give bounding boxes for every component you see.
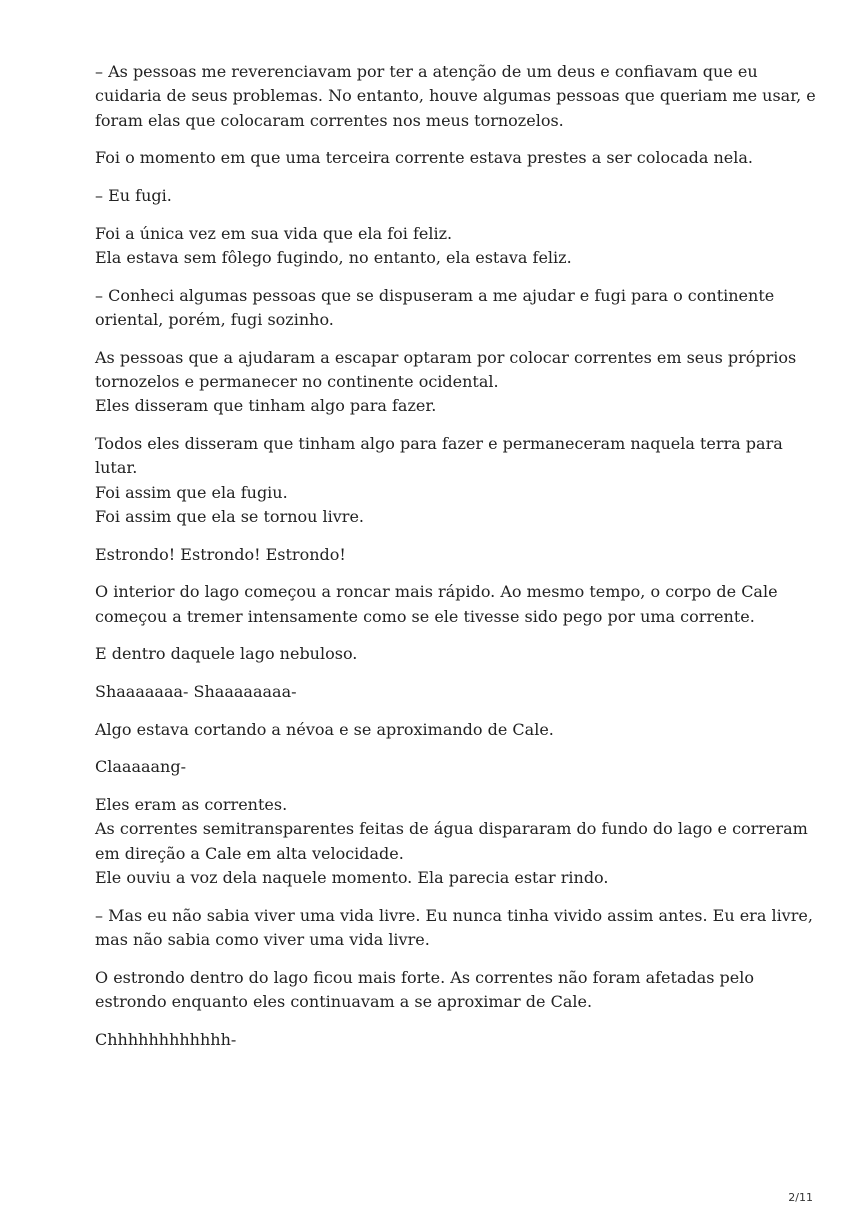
- paragraph: [95, 718, 785, 742]
- paragraph: [95, 904, 813, 953]
- text-line: começou a tremer intensamente como se ele tivesse sido pego por uma corrente.: [95, 606, 755, 626]
- text-line: foram elas que colocaram correntes nos meus tornozelos.: [95, 110, 564, 130]
- paragraph: [95, 222, 785, 271]
- text-line: Foi o momento em que uma terceira corrente estava prestes a ser colocada nela.: [95, 148, 753, 168]
- paragraph: [95, 755, 785, 779]
- paragraph: [95, 642, 785, 666]
- text-line: mas não sabia como viver uma vida livre.: [95, 930, 430, 949]
- text-line: O estrondo dentro do lago ficou mais forte. As correntes não foram afetadas pelo: [95, 967, 755, 987]
- paragraph: [95, 184, 785, 208]
- paragraph: [95, 432, 785, 530]
- text-line: E dentro daquele lago nebuloso.: [95, 644, 358, 664]
- text-line: Foi assim que ela fugiu.: [95, 482, 288, 502]
- paragraph: [95, 580, 785, 629]
- text-line: As pessoas que a ajudaram a escapar optaram por colocar correntes em seus próprios: [95, 347, 797, 367]
- text-line: – As pessoas me reverenciavam por ter a atenção de um deus e confiavam que eu: [95, 62, 758, 81]
- paragraph: [95, 543, 785, 567]
- text-line: As correntes semitransparentes feitas de água dispararam do fundo do lago e correram: [95, 819, 808, 839]
- paragraph: [95, 60, 816, 133]
- page-body: [95, 60, 816, 1065]
- text-line: oriental, porém, fugi sozinho.: [95, 310, 334, 329]
- paragraph: [95, 680, 785, 704]
- text-line: – Conheci algumas pessoas que se dispuseram a me ajudar e fugi para o continente: [95, 285, 775, 305]
- text-line: Eles disseram que tinham algo para fazer.: [95, 396, 437, 416]
- paragraph: [95, 346, 797, 419]
- text-line: Ele ouviu a voz dela naquele momento. Ela parecia estar rindo.: [95, 868, 609, 887]
- text-line: estrondo enquanto eles continuavam a se aproximar de Cale.: [95, 992, 593, 1011]
- text-line: Shaaaaaaa- Shaaaaaaaa-: [95, 682, 297, 701]
- paragraph: [95, 146, 785, 170]
- text-line: Todos eles disseram que tinham algo para fazer e permaneceram naquela terra para: [95, 434, 783, 453]
- text-line: cuidaria de seus problemas. No entanto, houve algumas pessoas que queriam me usar, e: [95, 86, 816, 106]
- text-line: Chhhhhhhhhhhh-: [95, 1029, 237, 1049]
- text-line: em direção a Cale em alta velocidade.: [95, 843, 404, 863]
- text-line: Estrondo! Estrondo! Estrondo!: [95, 544, 346, 564]
- text-line: lutar.: [95, 458, 138, 478]
- paragraph: [95, 1028, 785, 1052]
- text-line: Eles eram as correntes.: [95, 794, 288, 814]
- text-line: Foi assim que ela se tornou livre.: [95, 507, 364, 527]
- page-number: 2/11: [788, 1191, 813, 1204]
- paragraph: [95, 793, 808, 891]
- text-line: Claaaaang-: [95, 757, 187, 777]
- text-line: Foi a única vez em sua vida que ela foi feliz.: [95, 223, 453, 243]
- text-line: tornozelos e permanecer no continente ocidental.: [95, 372, 499, 391]
- text-line: Ela estava sem fôlego fugindo, no entanto, ela estava feliz.: [95, 248, 572, 267]
- paragraph: [95, 966, 785, 1015]
- text-line: – Mas eu não sabia viver uma vida livre. Eu nunca tinha vivido assim antes. Eu era livre,: [95, 905, 813, 925]
- text-line: – Eu fugi.: [95, 186, 172, 205]
- paragraph: [95, 284, 785, 333]
- text-line: O interior do lago começou a roncar mais rápido. Ao mesmo tempo, o corpo de Cale: [95, 582, 778, 602]
- text-line: Algo estava cortando a névoa e se aproximando de Cale.: [95, 719, 554, 739]
